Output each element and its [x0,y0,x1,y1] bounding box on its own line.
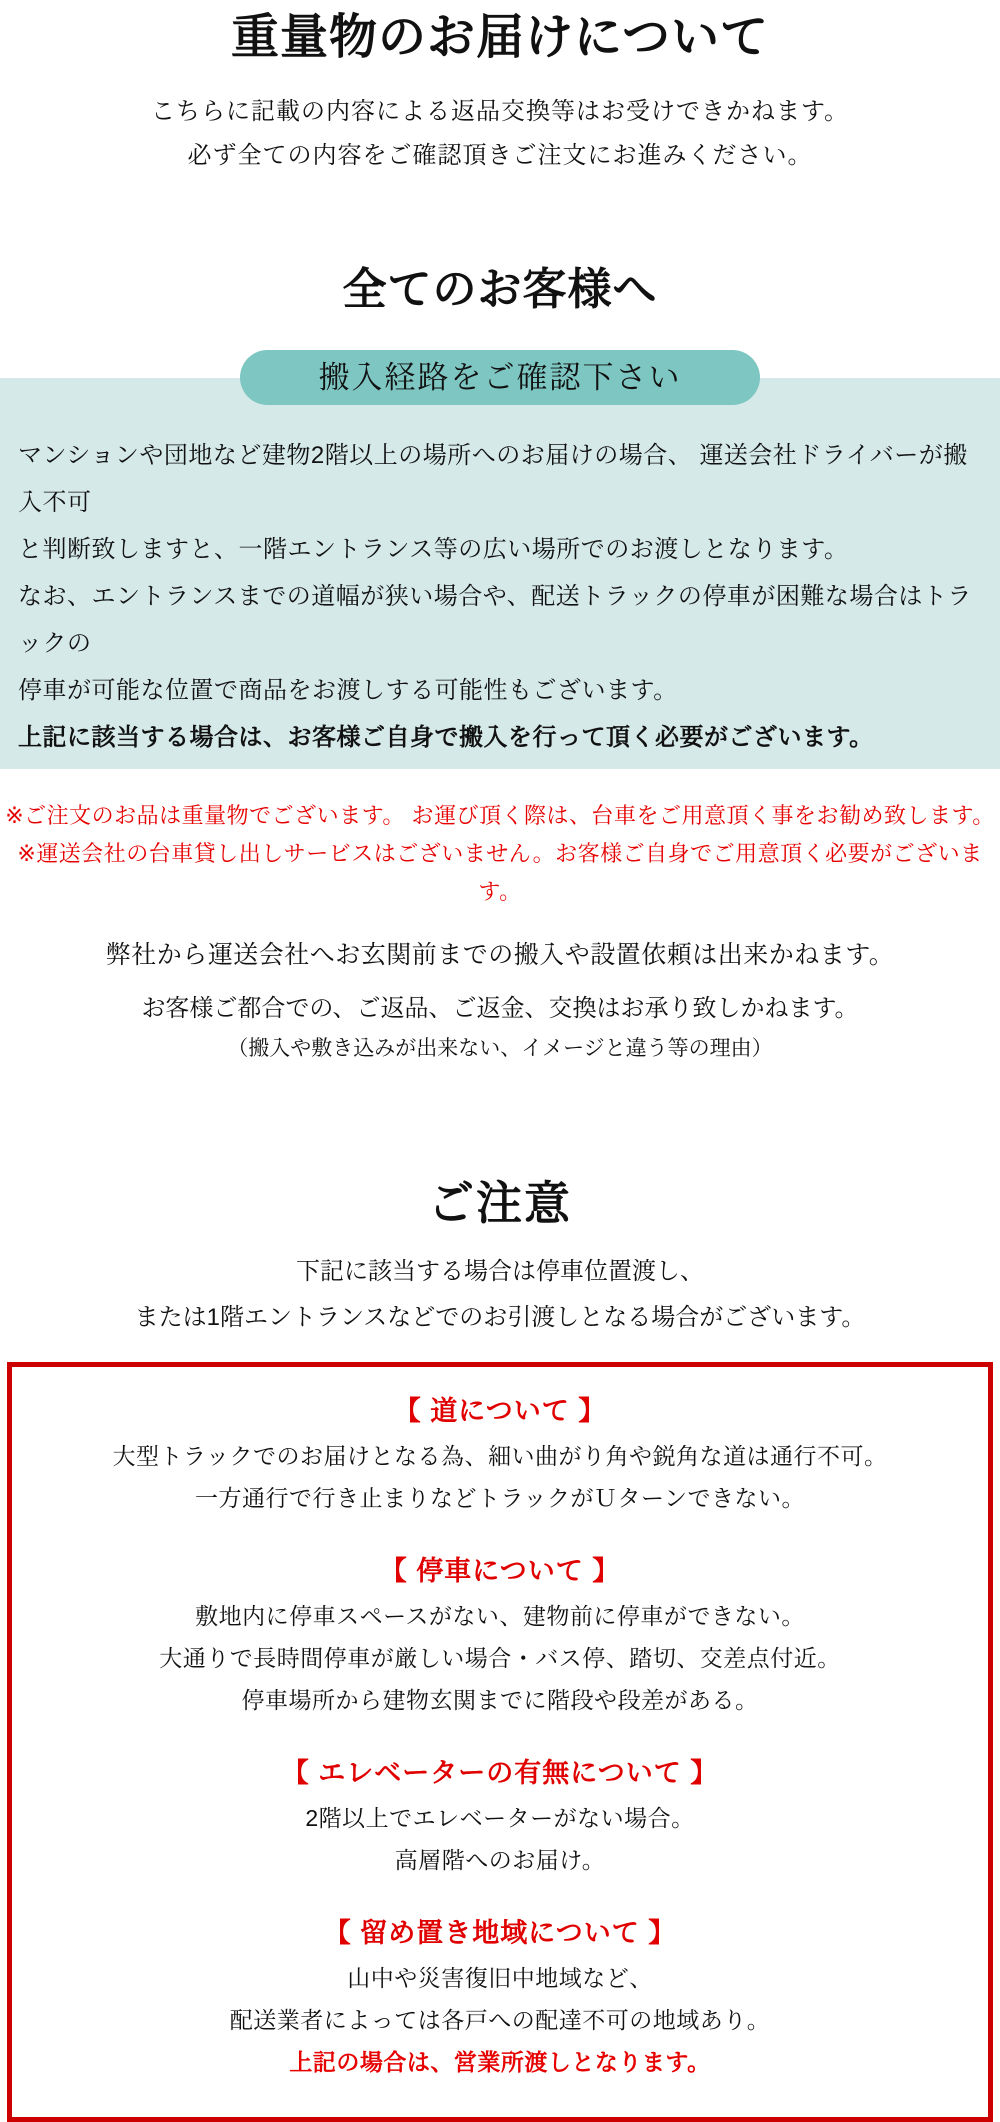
carry-box-line-3: なお、エントランスまでの道幅が狭い場合や、配送トラックの停車が困難な場合はトラックの [18,583,972,657]
caution-box [7,1362,993,2122]
all-customers-heading: 全てのお客様へ [342,265,658,314]
carry-route-box [0,378,1000,769]
section-parking-line-3: 停車場所から建物玄関までに階段や段差がある。 [241,1687,759,1713]
page-title: 重量物のお届けについて [230,11,770,64]
section-holding-area [27,1911,973,2083]
section-road-heading: 【 道について 】 [393,1396,607,1426]
carry-box-line-1: マンションや団地など建物2階以上の場所へのお届けの場合、 運送会社ドライバーが搬入不可 [18,442,968,516]
section-parking [27,1549,973,1721]
section-parking-line-1: 敷地内に停車スペースがない、建物前に停車ができない。 [195,1603,805,1629]
carry-box-bold-line: 上記に該当する場合は、お客様ご自身で搬入を行って頂く必要がございます。 [18,724,874,751]
intro-line-2: 必ず全ての内容をご確認頂きご注文にお進みください。 [187,142,813,169]
caution-heading: ご注意 [428,1177,572,1229]
carry-box-line-4: 停車が可能な位置で商品をお渡しする可能性もございます。 [18,677,678,704]
section-holding-area-bold-line: 上記の場合は、営業所渡しとなります。 [289,2049,711,2075]
warning-note-1: ※ご注文のお品は重量物でございます。 お運び頂く際は、台車をご用意頂く事をお勧め致します。 [5,803,995,828]
section-road-line-2: 一方通行で行き止まりなどトラックがＵターンできない。 [194,1485,806,1511]
carry-box-line-2: と判断致しますと、一階エントランス等の広い場所でのお渡しとなります。 [18,536,849,563]
carry-route-badge: 搬入経路をご確認下さい [240,350,760,405]
section-road-line-1: 大型トラックでのお届けとなる為、細い曲がり角や鋭角な道は通行不可。 [112,1443,888,1469]
section-holding-area-line-2: 配送業者によっては各戸への配達不可の地域あり。 [229,2007,771,2033]
section-parking-line-2: 大通りで長時間停車が厳しい場合・バス停、踏切、交差点付近。 [159,1645,841,1671]
intro-line-1: こちらに記載の内容による返品交換等はお受けできかねます。 [150,98,850,125]
return-policy-note: お客様ご都合での、ご返品、ご返金、交換はお承り致しかねます。 [141,995,859,1022]
caution-intro [0,1249,1000,1341]
section-holding-area-line-1: 山中や災害復旧中地域など、 [347,1965,653,1991]
return-policy-reason: （搬入や敷き込みが出来ない、イメージと違う等の理由） [227,1037,773,1060]
section-elevator-line-1: 2階以上でエレベーターがない場合。 [305,1805,695,1831]
section-elevator [27,1751,973,1881]
heavy-item-warnings [0,797,1000,911]
caution-intro-line-2: または1階エントランスなどでのお引渡しとなる場合がございます。 [134,1304,866,1331]
carry-in-note: 弊社から運送会社へお玄関前までの搬入や設置依頼は出来かねます。 [105,941,895,969]
intro-text [0,90,1000,178]
section-road [27,1389,973,1519]
section-elevator-heading: 【 エレベーターの有無について 】 [281,1758,719,1788]
section-holding-area-heading: 【 留め置き地域について 】 [323,1918,677,1948]
warning-note-2: ※運送会社の台車貸し出しサービスはございません。お客様ご自身でご用意頂く必要がございます。 [17,841,983,904]
section-elevator-line-2: 高層階へのお届け。 [394,1847,606,1873]
caution-intro-line-1: 下記に該当する場合は停車位置渡し、 [296,1258,704,1285]
section-parking-heading: 【 停車について 】 [379,1556,621,1586]
